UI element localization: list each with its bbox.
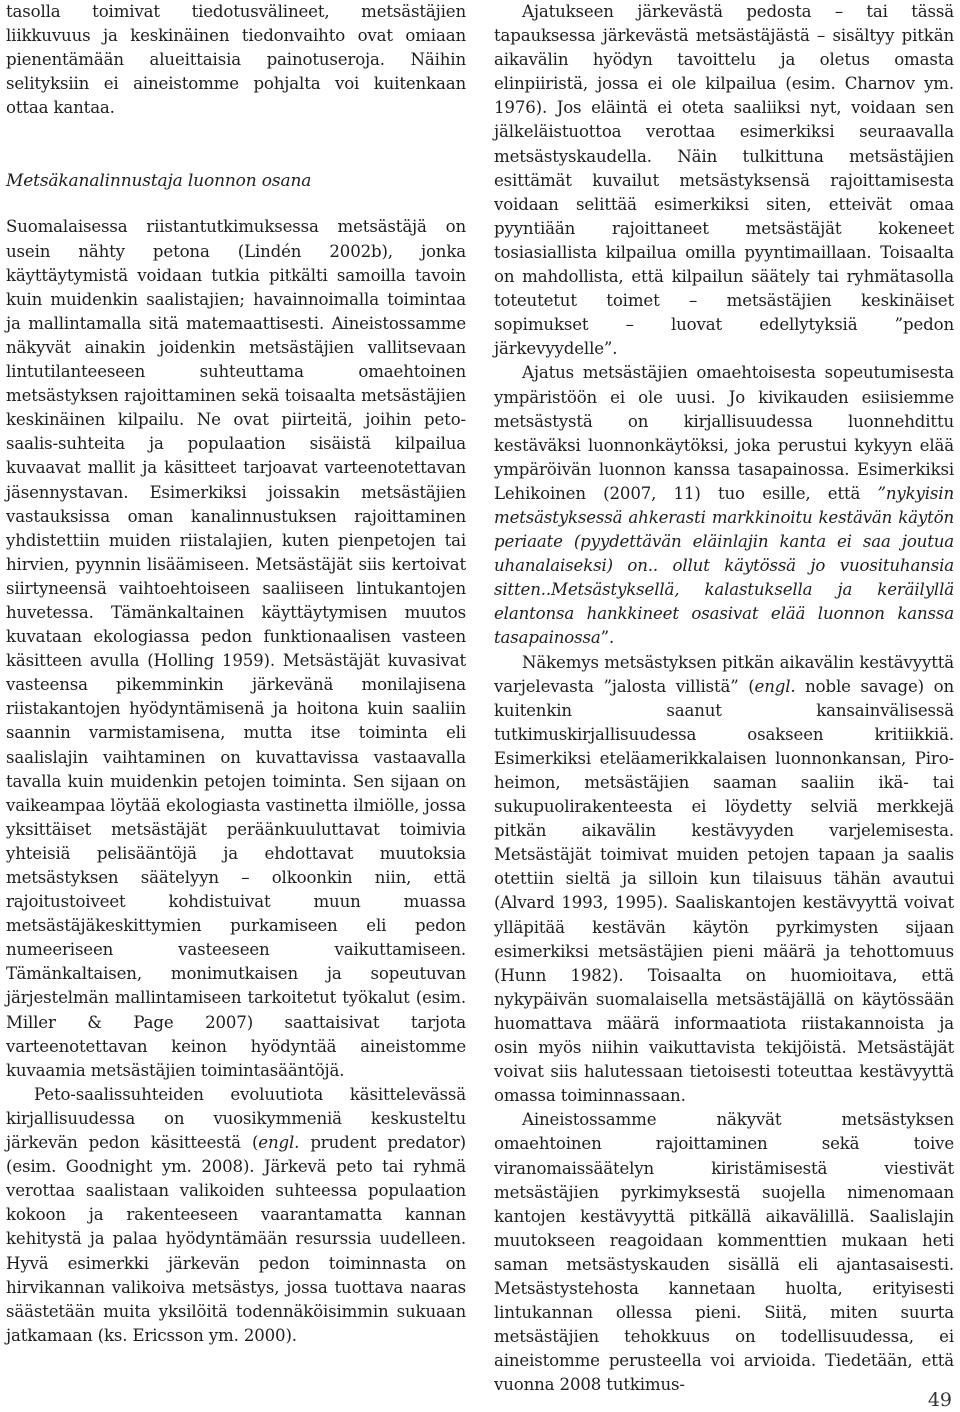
right-paragraph-4: Aineistossamme näkyvät metsästyksen omaehtoinen rajoittaminen sekä toive viranomaissäätelyn kiristämisestä viestivät metsästäjien pyrkimyksestä suojella nimenomaan kantojen kestävyyttä pitkällä aikavälillä. Saalislajin muutokseen reagoidaan kommenttien mukaan heti saman metsästyskauden sisällä eli ajantasaisesti. Metsästystehosta kannetaan huolta, erityisesti lintukannan ollessa pieni. Siitä, miten suurta metsästäjien tehokkuus on todellisuudessa, ei aineistomme perusteella voi arvioida. Tiedetään, että vuonna 2008 tutkimus- <box>494 1110 954 1395</box>
right-paragraph-2 <box>494 361 954 650</box>
left-paragraph-3 <box>6 1083 466 1348</box>
left-paragraph-3-engl: engl. <box>258 1133 300 1153</box>
right-paragraph-2-end: ”. <box>600 628 615 648</box>
right-paragraph-3 <box>494 651 954 1109</box>
right-paragraph-2-quote: ”nykyisin metsästyksessä ahkerasti markkinoitu kestävän käytön periaate (pyydettävän eläinlajin kanta ei saa joutua uhanalaiseksi) on.. ollut käytössä jo vuosituhansia sitten..Metsästyksellä, kalastuksella ja keräilyllä elantonsa hankkineet osasivat elää luonnon kanssa tasapainossa <box>494 483 954 648</box>
right-paragraph-3-start: Näkemys metsästyksen pitkän aikavälin kestävyyttä varjelevasta ”jalosta villistä” ( <box>494 652 954 696</box>
left-paragraph-3-start: Peto-saalissuhteiden evoluutiota käsittelevässä kirjallisuudessa on vuosikymmeniä keskusteltu järkevän pedon käsitteestä ( <box>6 1084 466 1153</box>
left-column <box>6 0 466 1348</box>
right-paragraph-1: Ajatukseen järkevästä pedosta – tai tässä tapauksessa järkevästä metsästäjästä – sisältyy pitkän aikavälin hyödyn tavoittelu ja oletus omasta elinpiiristä, jossa ei ole kilpailua (esim. Charnov ym. 1976). Jos eläintä ei oteta saaliiksi nyt, voidaan sen jälkeläistuottoa verottaa esimerkiksi seuraavalla metsästyskaudella. Näin tulkittuna metsästäjien esittämät kuvailut metsästyksensä rajoittamisesta voidaan selittää esimerkiksi siten, etteivät omaa pyyntiään rajoittaneet metsästäjät kokeneet tosiasiallista kilpailua omilla pyyntimaillaan. Toisaalta on mahdollista, että kilpailun säätely tai ryhmätasolla toteutetut toimet – metsästäjien keskinäiset sopimukset – luovat edellytyksiä ”pedon järkevyydelle”. <box>494 2 954 359</box>
right-column <box>494 0 954 1397</box>
right-paragraph-3-engl: engl. <box>754 676 796 696</box>
left-paragraph-3-end: prudent predator) (esim. Goodnight ym. 2008). Järkevä peto tai ryhmä verottaa saalistaan valikoiden suhteessa populaation kokoon ja rakenteeseen vaarantamatta kannan kehitystä ja palaa hyödyntämään resurssia uudelleen. Hyvä esimerkki järkevän pedon toiminnasta on hirvikannan valikoiva metsästys, jossa tuottava naaras säästetään muita yksilöitä todennäköisimmin sukuaan jatkamaan (ks. Ericsson ym. 2000). <box>6 1133 466 1345</box>
right-paragraph-3-end: noble savage) on kuitenkin saanut kansainvälisessä tutkimuskirjallisuudessa osakseen kritiikkiä. Esimerkiksi eteläamerikkalaisen luonnonkansan, Piro-heimon, metsästäjien saaman saaliin ikä- tai sukupuolirakenteesta ei löydetty selviä merkkejä pitkän aikavälin kestävyyden varjelemisesta. Metsästäjät toimivat muiden petojen tapaan ja saalis otettiin sieltä ja silloin kun tilaisuus tähän avautui (Alvard 1993, 1995). Saaliskantojen kestävyyttä voivat ylläpitää kestävän käytön pyrkimysten sijaan esimerkiksi metsästäjien pieni määrä ja tehottomuus (Hunn 1982). Toisaalta on huomioitava, että nykypäivän suomalaisella metsästäjällä on käytössään huomattava määrä informaatiota riistakannoista ja osin myös niihin vaikuttavista tekijöistä. Metsästäjät voivat siis halutessaan tietoisesti toteuttaa kestävyyttä omassa toiminnassaan. <box>494 676 954 1106</box>
left-paragraph-1: tasolla toimivat tiedotusvälineet, metsästäjien liikkuvuus ja keskinäinen tiedonvaihto ovat omiaan pienentämään alueittaisia painotuseroja. Näihin selityksiin ei aineistomme pohjalta voi kuitenkaan ottaa kantaa. <box>6 2 466 118</box>
page-number: 49 <box>927 1389 952 1411</box>
left-paragraph-2: Suomalaisessa riistantutkimuksessa metsästäjä on usein nähty petona (Lindén 2002b), jonka käyttäytymistä voidaan tutkia pitkälti samoilla tavoin kuin muidenkin saalistajien; havainnoimalla toimintaa ja mallintamalla sitä matemaattisesti. Aineistossamme näkyvät ainakin joidenkin metsästäjien vallitsevaan lintutilanteeseen suhteuttama omaehtoinen metsästyksen rajoittaminen sekä toisaalta metsästäjien keskinäinen kilpailu. Ne ovat piirteitä, joihin peto-saalis-suhteita ja populaation sisäistä kilpailua kuvaavat mallit ja käsitteet tarjoavat varteenotettavan jäsennystavan. Esimerkiksi joissakin metsästäjien vastauksissa oman kanalinnustuksen rajoittaminen yhdistettiin muiden riistalajien, kuten pienpetojen tai hirvien, pyynnin lisäämiseen. Metsästäjät siis kertoivat siirtyneensä vaihtoehtoiseen saaliiseen lintukantojen huvetessa. Tämänkaltainen käyttäytymisen muutos kuvataan ekologiassa pedon funktionaalisen vasteen käsitteen avulla (Holling 1959). Metsästäjät kuvasivat vasteensa pikemminkin järkevänä monilajisena riistakantojen hyödyntämisenä ja hoitona kuin saaliin saannin varmistamisena, mutta itse toiminta eli saalislajin vaihtaminen on kuvattavissa vastaavalla tavalla kuin muidenkin petojen toiminta. Sen sijaan on vaikeampaa löytää ekologiasta vastinetta ilmiölle, jossa yksittäiset metsästäjät peräänkuuluttavat toimivia yhteisiä pelisääntöjä ja ehdottavat muutoksia metsästyksen säätelyyn – olkoonkin niin, että rajoitustoiveet kohdistuivat muun muassa metsästäjäkeskittymien purkamiseen eli pedon numeeriseen vasteeseen vaikuttamiseen. Tämänkaltaisen, monimutkaisen ja sopeutuvan järjestelmän mallintamiseen tarkoitetut työkalut (esim. Miller & Page 2007) saattaisivat tarjota varteenotettavan keinon hyödyntää aineistomme kuvaamia metsästäjien toimintasääntöjä. <box>6 217 466 1080</box>
section-heading: Metsäkanalinnustaja luonnon osana <box>6 171 312 192</box>
right-paragraph-2-start: Ajatus metsästäjien omaehtoisesta sopeutumisesta ympäristöön ei ole uusi. Jo kivikauden esiisiemme metsästystä on kirjallisuudessa luonnehdittu kestäväksi luonnonkäytöksi, joka perustui kykyyn elää ympäröivän luonnon kanssa tasapainossa. Esimerkiksi Lehikoinen (2007, 11) tuo esille, että <box>494 363 954 503</box>
